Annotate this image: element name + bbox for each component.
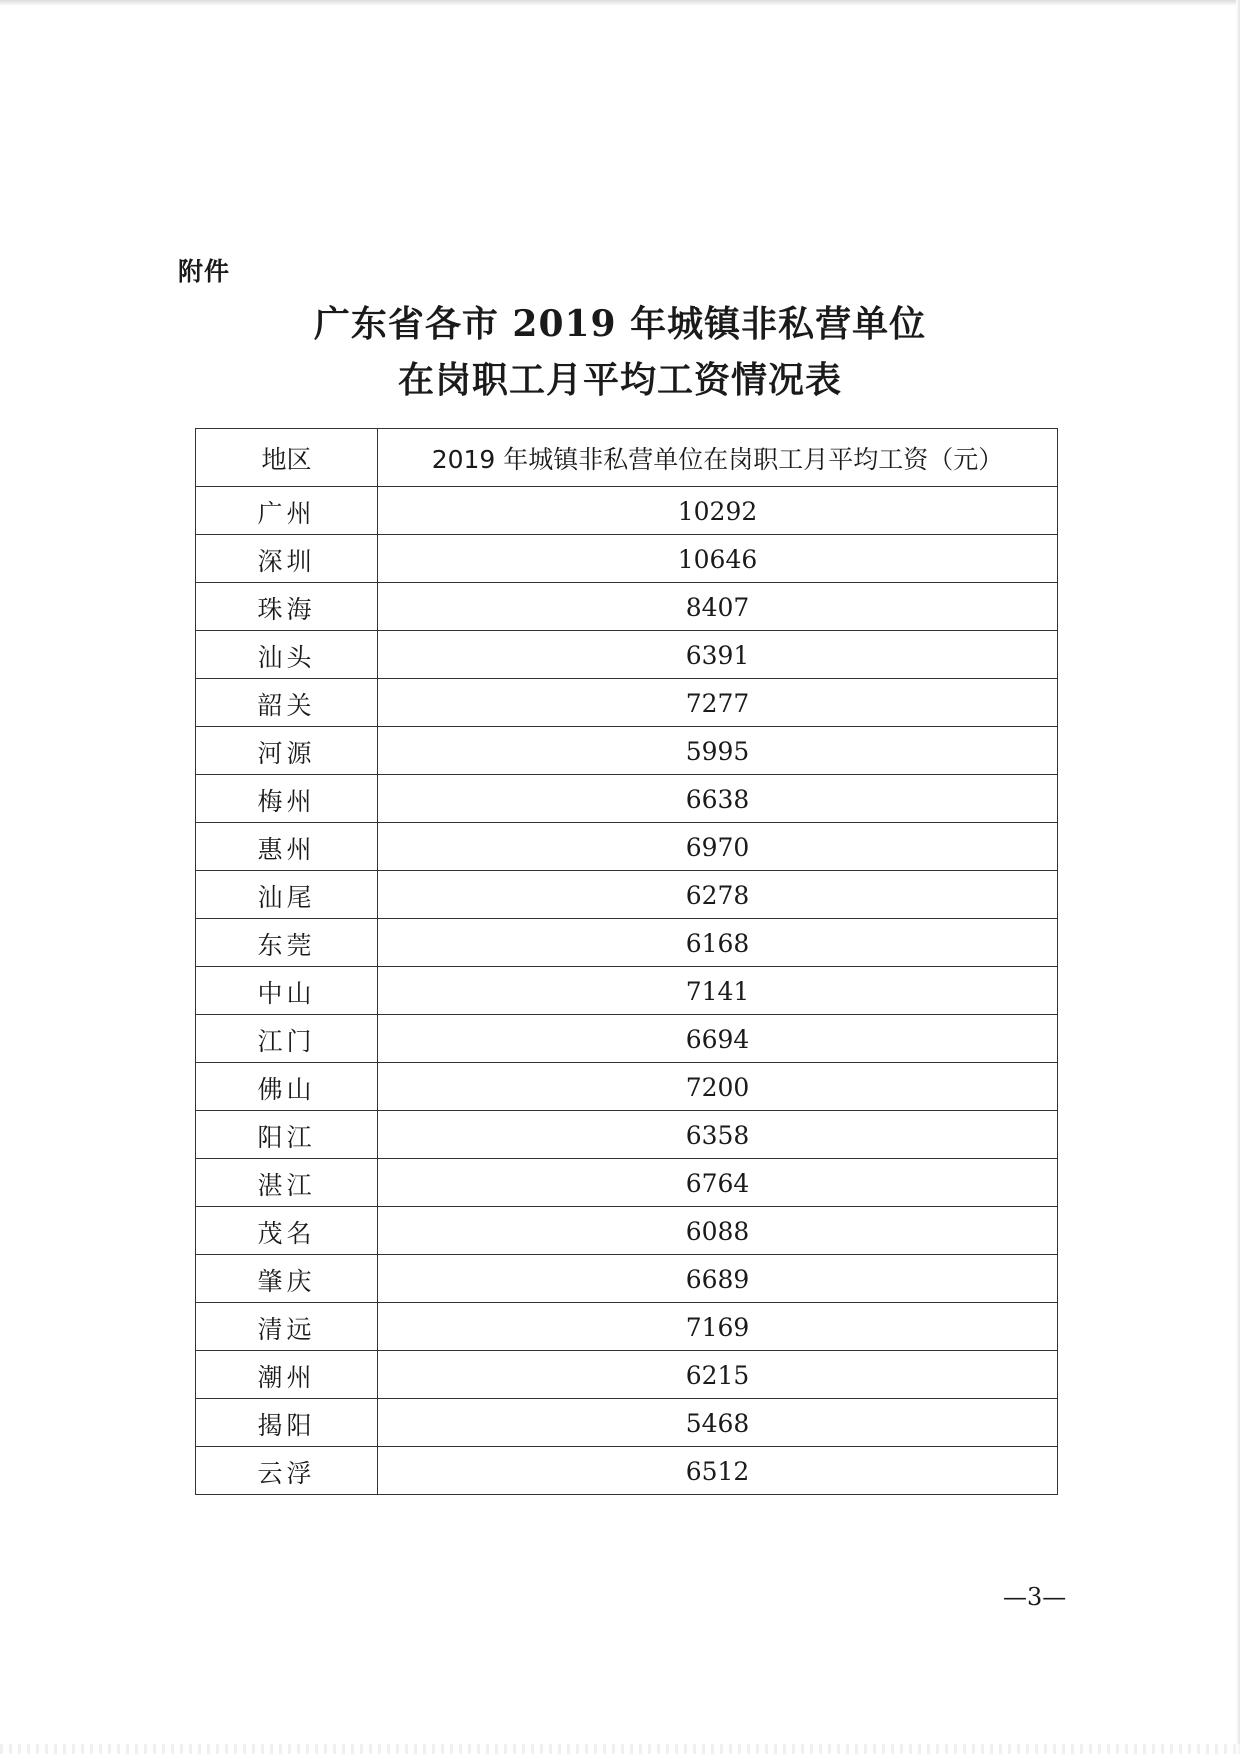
column-header-region: 地区 (196, 429, 378, 487)
region-cell: 惠州 (196, 823, 378, 871)
region-cell: 茂名 (196, 1207, 378, 1255)
table-body (196, 487, 1058, 1495)
wage-cell: 6638 (378, 775, 1058, 823)
wage-cell: 6764 (378, 1159, 1058, 1207)
document-title (0, 296, 1240, 408)
region-cell: 揭阳 (196, 1399, 378, 1447)
wage-cell: 7141 (378, 967, 1058, 1015)
wage-cell: 6694 (378, 1015, 1058, 1063)
table-row (196, 1159, 1058, 1207)
wage-cell: 6970 (378, 823, 1058, 871)
page-number: —3— (1003, 1583, 1067, 1611)
region-cell: 河源 (196, 727, 378, 775)
region-cell: 湛江 (196, 1159, 378, 1207)
table-row (196, 871, 1058, 919)
table-row (196, 583, 1058, 631)
table-row (196, 919, 1058, 967)
table-row (196, 487, 1058, 535)
region-cell: 广州 (196, 487, 378, 535)
table-header-row (196, 429, 1058, 487)
wage-cell: 5995 (378, 727, 1058, 775)
wage-cell: 6215 (378, 1351, 1058, 1399)
table-row (196, 1447, 1058, 1495)
wage-cell: 5468 (378, 1399, 1058, 1447)
wage-cell: 6168 (378, 919, 1058, 967)
table-row (196, 823, 1058, 871)
table-row (196, 967, 1058, 1015)
table-row (196, 1063, 1058, 1111)
wage-cell: 7277 (378, 679, 1058, 727)
table-row (196, 1015, 1058, 1063)
title-line-2: 在岗职工月平均工资情况表 (397, 359, 842, 401)
scan-edge-bottom (0, 1744, 1240, 1754)
table-row (196, 679, 1058, 727)
wage-cell: 10292 (378, 487, 1058, 535)
region-cell: 珠海 (196, 583, 378, 631)
attachment-label: 附件 (178, 257, 231, 286)
column-header-wage: 2019 年城镇非私营单位在岗职工月平均工资（元） (378, 429, 1058, 487)
wage-cell: 7200 (378, 1063, 1058, 1111)
wage-table (195, 428, 1058, 1495)
table-row (196, 1399, 1058, 1447)
table-row (196, 1207, 1058, 1255)
region-cell: 肇庆 (196, 1255, 378, 1303)
scan-edge-top (0, 0, 1240, 6)
wage-cell: 8407 (378, 583, 1058, 631)
table-row (196, 727, 1058, 775)
region-cell: 潮州 (196, 1351, 378, 1399)
table-row (196, 1255, 1058, 1303)
region-cell: 中山 (196, 967, 378, 1015)
table-row (196, 631, 1058, 679)
title-line-1: 广东省各市 2019 年城镇非私营单位 (313, 303, 927, 345)
region-cell: 汕头 (196, 631, 378, 679)
wage-cell: 10646 (378, 535, 1058, 583)
region-cell: 梅州 (196, 775, 378, 823)
region-cell: 江门 (196, 1015, 378, 1063)
region-cell: 阳江 (196, 1111, 378, 1159)
table-row (196, 1303, 1058, 1351)
region-cell: 东莞 (196, 919, 378, 967)
wage-cell: 6278 (378, 871, 1058, 919)
wage-cell: 6689 (378, 1255, 1058, 1303)
table-row (196, 535, 1058, 583)
wage-cell: 6088 (378, 1207, 1058, 1255)
table-row (196, 1111, 1058, 1159)
region-cell: 佛山 (196, 1063, 378, 1111)
region-cell: 深圳 (196, 535, 378, 583)
region-cell: 清远 (196, 1303, 378, 1351)
table-row (196, 775, 1058, 823)
region-cell: 韶关 (196, 679, 378, 727)
scan-edge-right (1236, 0, 1240, 1754)
wage-cell: 7169 (378, 1303, 1058, 1351)
wage-cell: 6512 (378, 1447, 1058, 1495)
wage-cell: 6391 (378, 631, 1058, 679)
region-cell: 云浮 (196, 1447, 378, 1495)
table-row (196, 1351, 1058, 1399)
wage-cell: 6358 (378, 1111, 1058, 1159)
region-cell: 汕尾 (196, 871, 378, 919)
